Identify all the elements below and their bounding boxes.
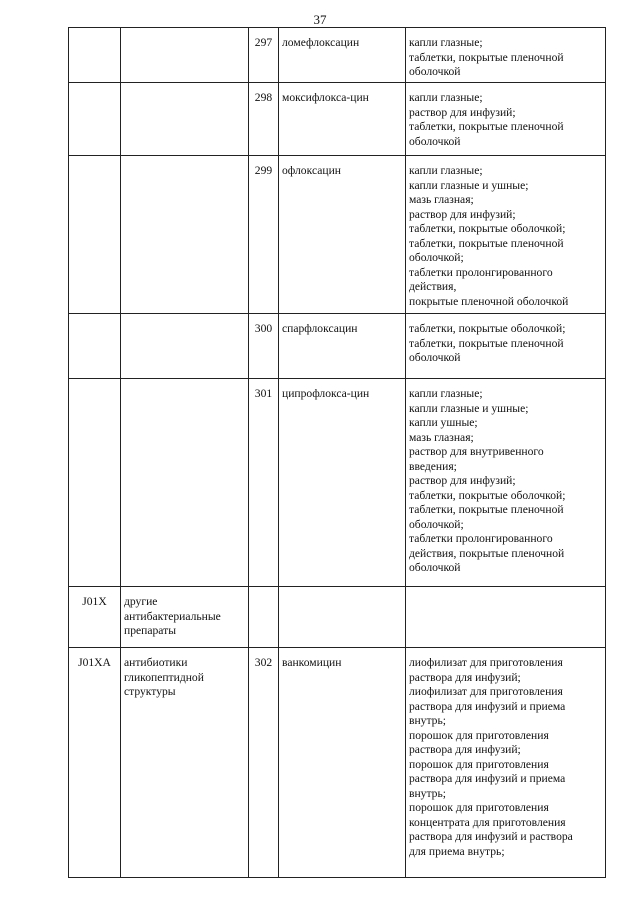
dosage-form-line: таблетки, покрытые оболочкой;: [409, 222, 566, 235]
table-row: [69, 314, 606, 379]
group-line: антибактериальные: [124, 609, 221, 623]
dosage-form-line: таблетки пролонгированного: [409, 265, 553, 279]
group-cell: [121, 587, 249, 648]
dosage-form-line: оболочкой: [409, 134, 461, 148]
dosage-form-line: капли глазные и ушные;: [409, 178, 529, 192]
dosage-form-line: капли глазные и ушные;: [409, 401, 529, 415]
group-cell: [121, 648, 249, 878]
dosage-forms-cell: [406, 83, 606, 156]
dosage-form-line: концентрата для приготовления: [409, 815, 566, 829]
atc-code-cell: [69, 314, 121, 379]
dosage-form-line: раствора для инфузий и раствора: [409, 830, 573, 843]
group-cell: [121, 156, 249, 314]
atc-code-cell: [69, 83, 121, 156]
dosage-form-line: раствор для внутривенного: [409, 445, 544, 458]
dosage-form-line: действия,: [409, 280, 457, 293]
dosage-form-line: раствора для инфузий;: [409, 743, 521, 756]
table-row: [69, 648, 606, 878]
dosage-form-line: оболочкой: [409, 351, 461, 364]
dosage-form-line: капли глазные;: [409, 164, 483, 177]
atc-code-cell: J01XA: [69, 648, 121, 878]
atc-code-cell: [69, 156, 121, 314]
dosage-form-line: оболочкой: [409, 65, 461, 78]
dosage-form-line: раствор для инфузий;: [409, 207, 516, 221]
dosage-form-line: введения;: [409, 459, 457, 473]
dosage-form-line: таблетки, покрытые оболочкой;: [409, 322, 566, 335]
dosage-form-line: порошок для приготовления: [409, 728, 549, 742]
dosage-form-line: покрытые пленочной оболочкой: [409, 294, 569, 308]
dosage-form-line: мазь глазная;: [409, 430, 474, 444]
drug-name-cell: спарфлоксацин: [279, 314, 406, 379]
dosage-form-line: таблетки, покрытые пленочной: [409, 336, 564, 350]
dosage-form-line: лиофилизат для приготовления: [409, 685, 563, 698]
drug-name-cell: ломефлоксацин: [279, 28, 406, 83]
item-number-cell: 297: [249, 28, 279, 83]
dosage-form-line: действия, покрытые пленочной: [409, 546, 565, 560]
group-line: другие: [124, 595, 158, 608]
item-number-cell: 299: [249, 156, 279, 314]
atc-code-cell: [69, 379, 121, 587]
item-number-cell: [249, 587, 279, 648]
dosage-form-line: раствора для инфузий;: [409, 670, 521, 684]
dosage-form-line: капли глазные;: [409, 91, 483, 104]
drug-name-cell: ванкомицин: [279, 648, 406, 878]
dosage-form-line: оболочкой: [409, 561, 461, 574]
dosage-form-line: лиофилизат для приготовления: [409, 656, 563, 669]
drug-name-cell: моксифлокса-цин: [279, 83, 406, 156]
dosage-form-line: капли ушные;: [409, 416, 478, 429]
dosage-form-line: капли глазные;: [409, 387, 483, 400]
dosage-form-line: таблетки, покрытые пленочной: [409, 236, 564, 250]
dosage-form-line: внутрь;: [409, 714, 446, 727]
drug-name-cell: ципрофлокса-цин: [279, 379, 406, 587]
group-line: антибиотики: [124, 656, 188, 669]
dosage-form-line: для приема внутрь;: [409, 844, 505, 858]
atc-code-cell: [69, 28, 121, 83]
dosage-forms-cell: [406, 314, 606, 379]
group-line: гликопептидной: [124, 670, 204, 684]
table-row: [69, 379, 606, 587]
dosage-form-line: капли глазные;: [409, 36, 483, 49]
dosage-forms-cell: [406, 28, 606, 83]
group-cell: [121, 83, 249, 156]
dosage-form-line: раствора для инфузий и приема: [409, 772, 566, 785]
dosage-form-line: раствора для инфузий и приема: [409, 699, 566, 713]
dosage-forms-cell: [406, 587, 606, 648]
group-line: структуры: [124, 685, 176, 698]
item-number-cell: 302: [249, 648, 279, 878]
dosage-form-line: таблетки, покрытые пленочной: [409, 50, 564, 64]
table-row: [69, 28, 606, 83]
dosage-forms-cell: [406, 648, 606, 878]
dosage-form-line: раствор для инфузий;: [409, 105, 516, 119]
dosage-form-line: таблетки пролонгированного: [409, 532, 553, 545]
dosage-form-line: мазь глазная;: [409, 193, 474, 206]
dosage-form-line: порошок для приготовления: [409, 757, 549, 771]
dosage-form-line: оболочкой;: [409, 517, 464, 531]
table-row: [69, 156, 606, 314]
page-number: 37: [313, 12, 327, 27]
table-row: [69, 83, 606, 156]
group-cell: [121, 379, 249, 587]
group-line: препараты: [124, 624, 176, 637]
atc-code-cell: J01X: [69, 587, 121, 648]
item-number-cell: 298: [249, 83, 279, 156]
dosage-form-line: оболочкой;: [409, 251, 464, 264]
drug-name-cell: [279, 587, 406, 648]
item-number-cell: 300: [249, 314, 279, 379]
dosage-form-line: порошок для приготовления: [409, 801, 549, 814]
dosage-form-line: раствор для инфузий;: [409, 474, 516, 487]
drug-table: [68, 27, 606, 878]
drug-name-cell: офлоксацин: [279, 156, 406, 314]
table-row: [69, 587, 606, 648]
dosage-form-line: таблетки, покрытые пленочной: [409, 503, 564, 516]
dosage-form-line: таблетки, покрытые пленочной: [409, 120, 564, 133]
item-number-cell: 301: [249, 379, 279, 587]
dosage-forms-cell: [406, 156, 606, 314]
group-cell: [121, 314, 249, 379]
dosage-forms-cell: [406, 379, 606, 587]
dosage-form-line: внутрь;: [409, 786, 446, 800]
group-cell: [121, 28, 249, 83]
dosage-form-line: таблетки, покрытые оболочкой;: [409, 488, 566, 502]
